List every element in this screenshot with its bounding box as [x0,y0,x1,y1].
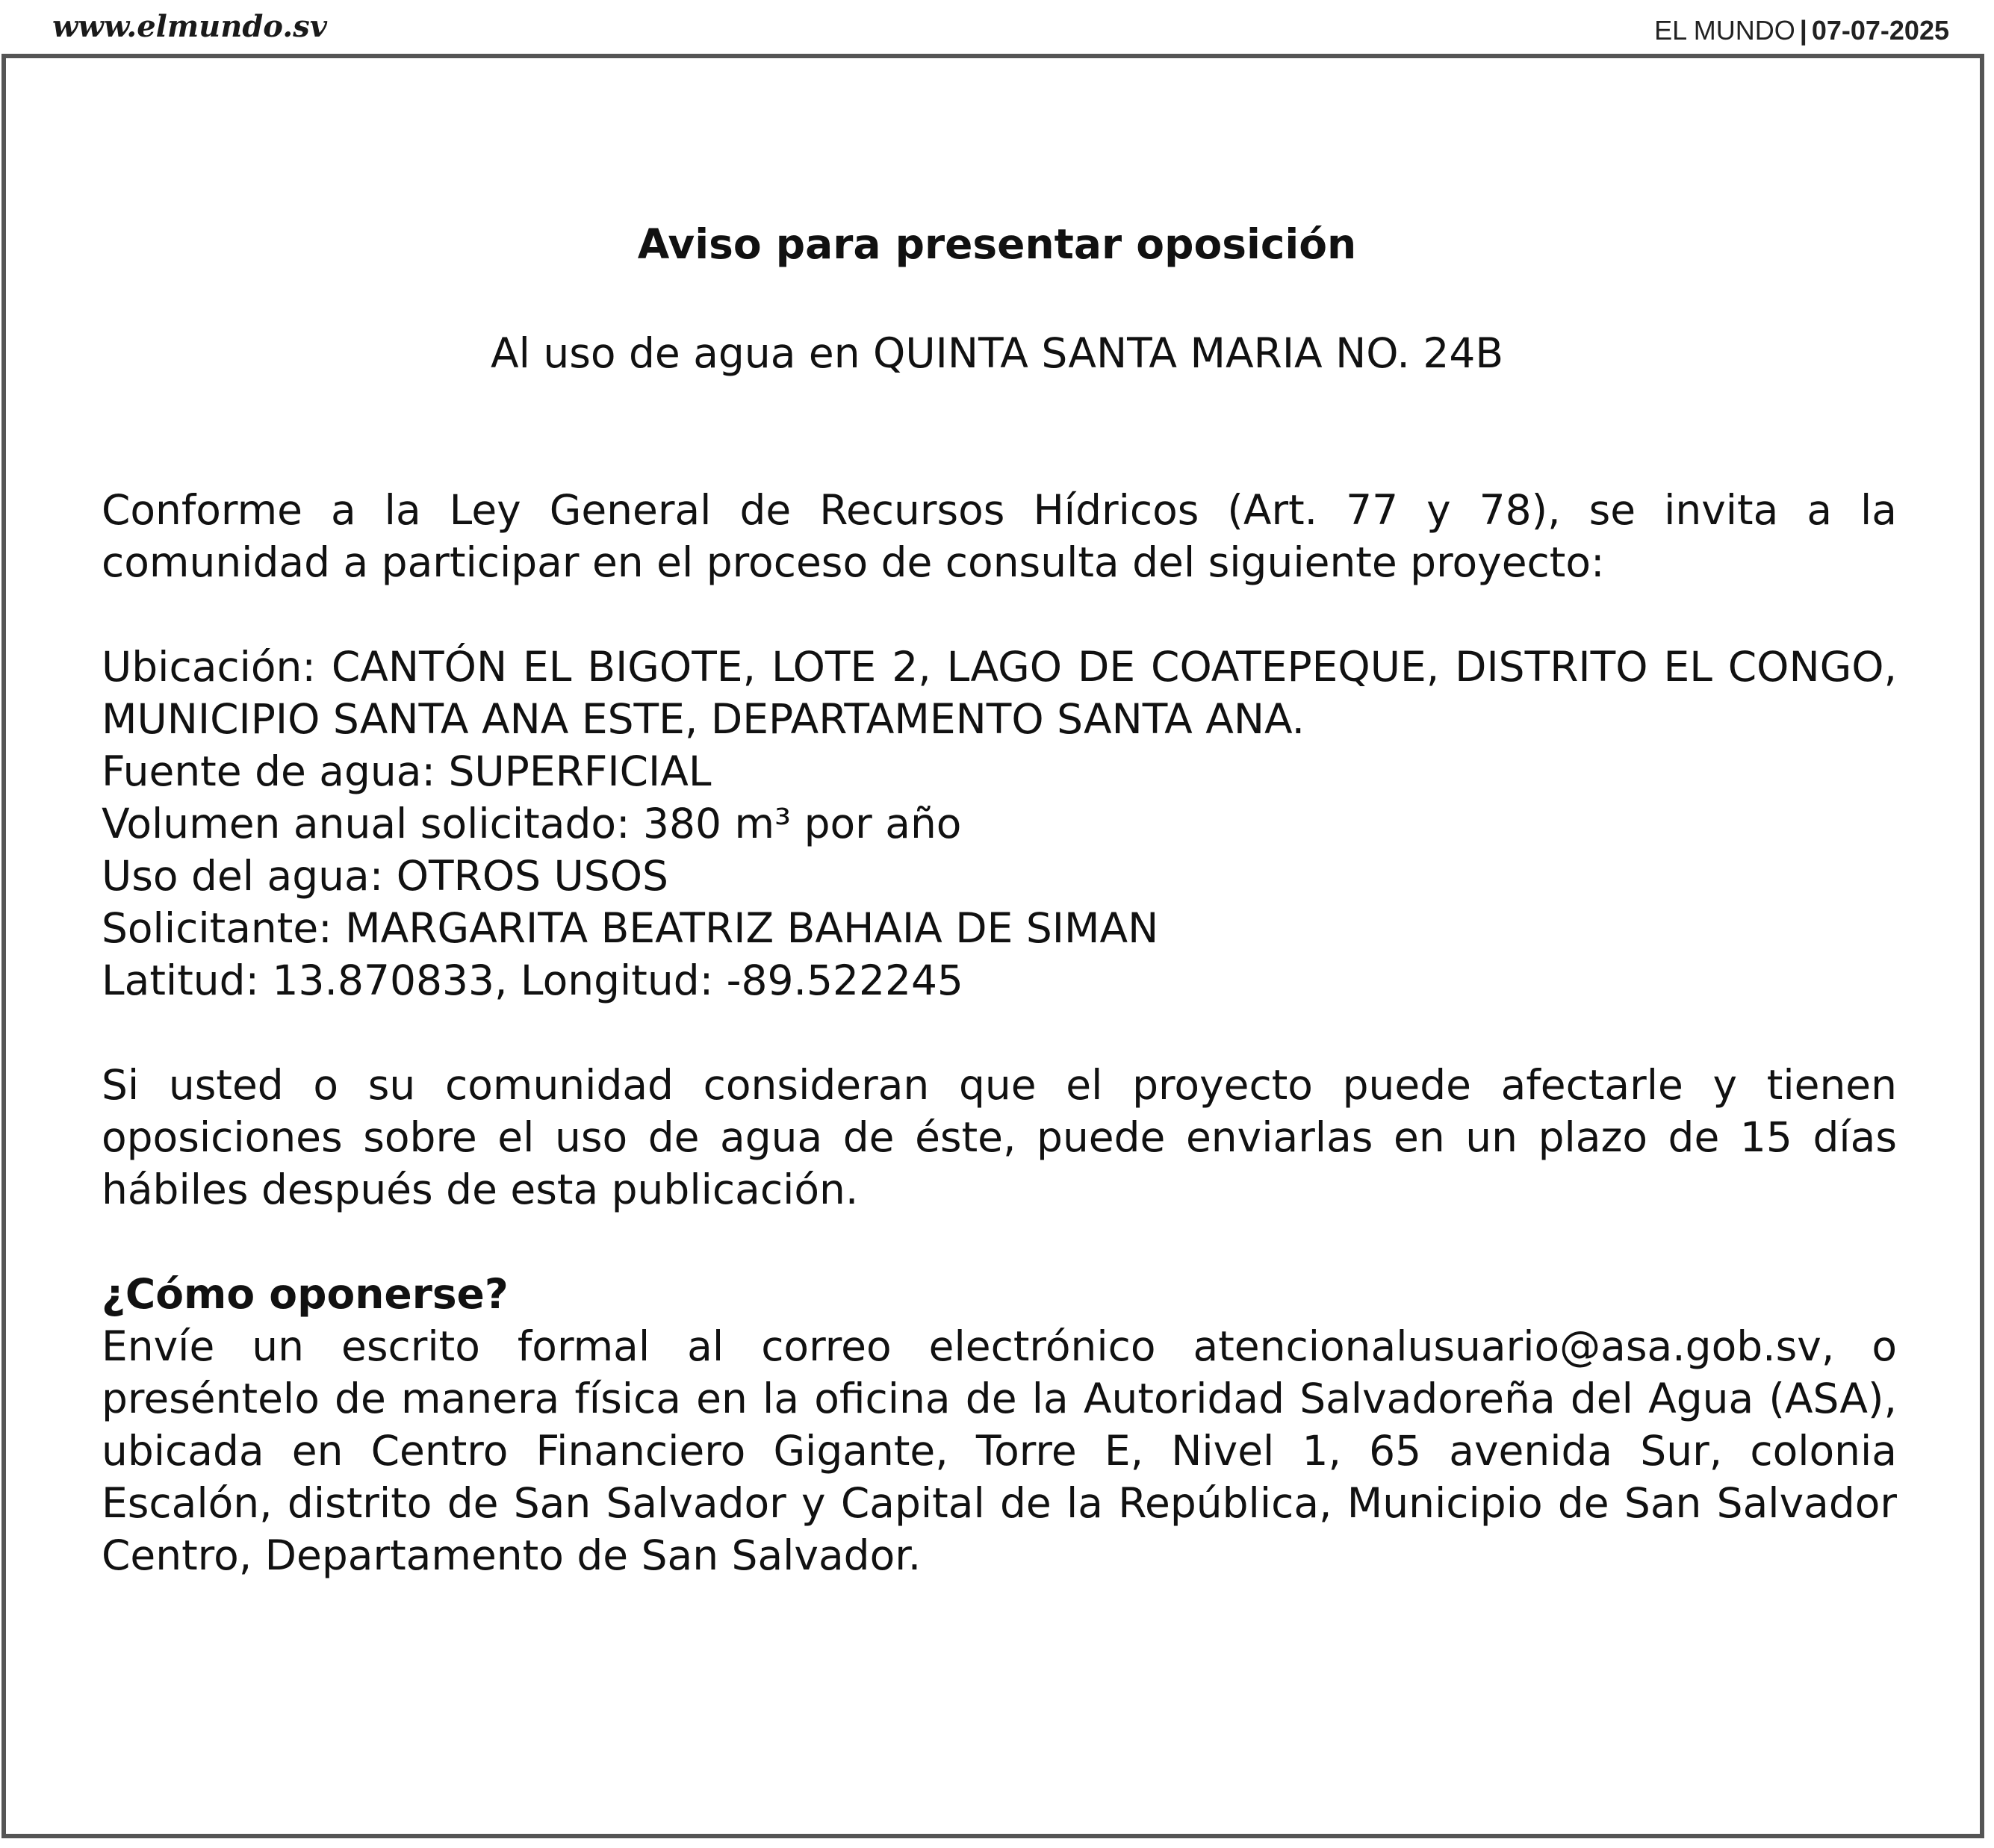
details-block [102,641,1897,1007]
detail-solicitante: Solicitante: MARGARITA BEATRIZ BAHAIA DE SIMAN [102,904,1159,952]
notice-subtitle: Al uso de agua en QUINTA SANTA MARIA NO. 24B [490,329,1504,377]
intro-paragraph: Conforme a la Ley General de Recursos Hídricos (Art. 77 y 78), se invita a la comunidad a participar en el proceso de consulta del siguiente proyecto: [102,486,1897,586]
separator: | [1799,15,1807,46]
site-url[interactable]: www.elmundo.sv [52,9,327,44]
publication-meta [1654,15,1949,46]
notice-title: Aviso para presentar oposición [637,220,1357,268]
notice-body [102,484,1897,1581]
publication-date: 07-07-2025 [1811,15,1949,46]
publication-name: EL MUNDO [1654,15,1795,46]
how-to-oppose-paragraph: Envíe un escrito formal al correo electrónico atencionalusuario@asa.gob.sv, o preséntelo de manera física en la oficina de la Autoridad Salvadoreña del Agua (ASA), ubicada en Centro Financiero Gigante, Torre E, Nivel 1, 65 avenida Sur, colonia Escalón, distrito de San Salvador y Capital de la República, Municipio de San Salvador Centro, Departamento de San Salvador. [102,1322,1897,1579]
detail-uso: Uso del agua: OTROS USOS [102,852,668,900]
detail-volumen: Volumen anual solicitado: 380 m³ por año [102,800,962,847]
detail-coordenadas: Latitud: 13.870833, Longitud: -89.522245 [102,956,963,1004]
masthead [0,0,1994,54]
detail-ubicacion: Ubicación: CANTÓN EL BIGOTE, LOTE 2, LAGO DE COATEPEQUE, DISTRITO EL CONGO, MUNICIPIO SANTA ANA ESTE, DEPARTAMENTO SANTA ANA. [102,643,1897,743]
opposition-paragraph: Si usted o su comunidad consideran que el proyecto puede afectarle y tienen oposiciones sobre el uso de agua de éste, puede enviarlas en un plazo de 15 días hábiles después de esta publicación. [102,1061,1897,1213]
how-to-oppose-heading: ¿Cómo oponerse? [102,1270,509,1318]
detail-fuente: Fuente de agua: SUPERFICIAL [102,747,712,795]
